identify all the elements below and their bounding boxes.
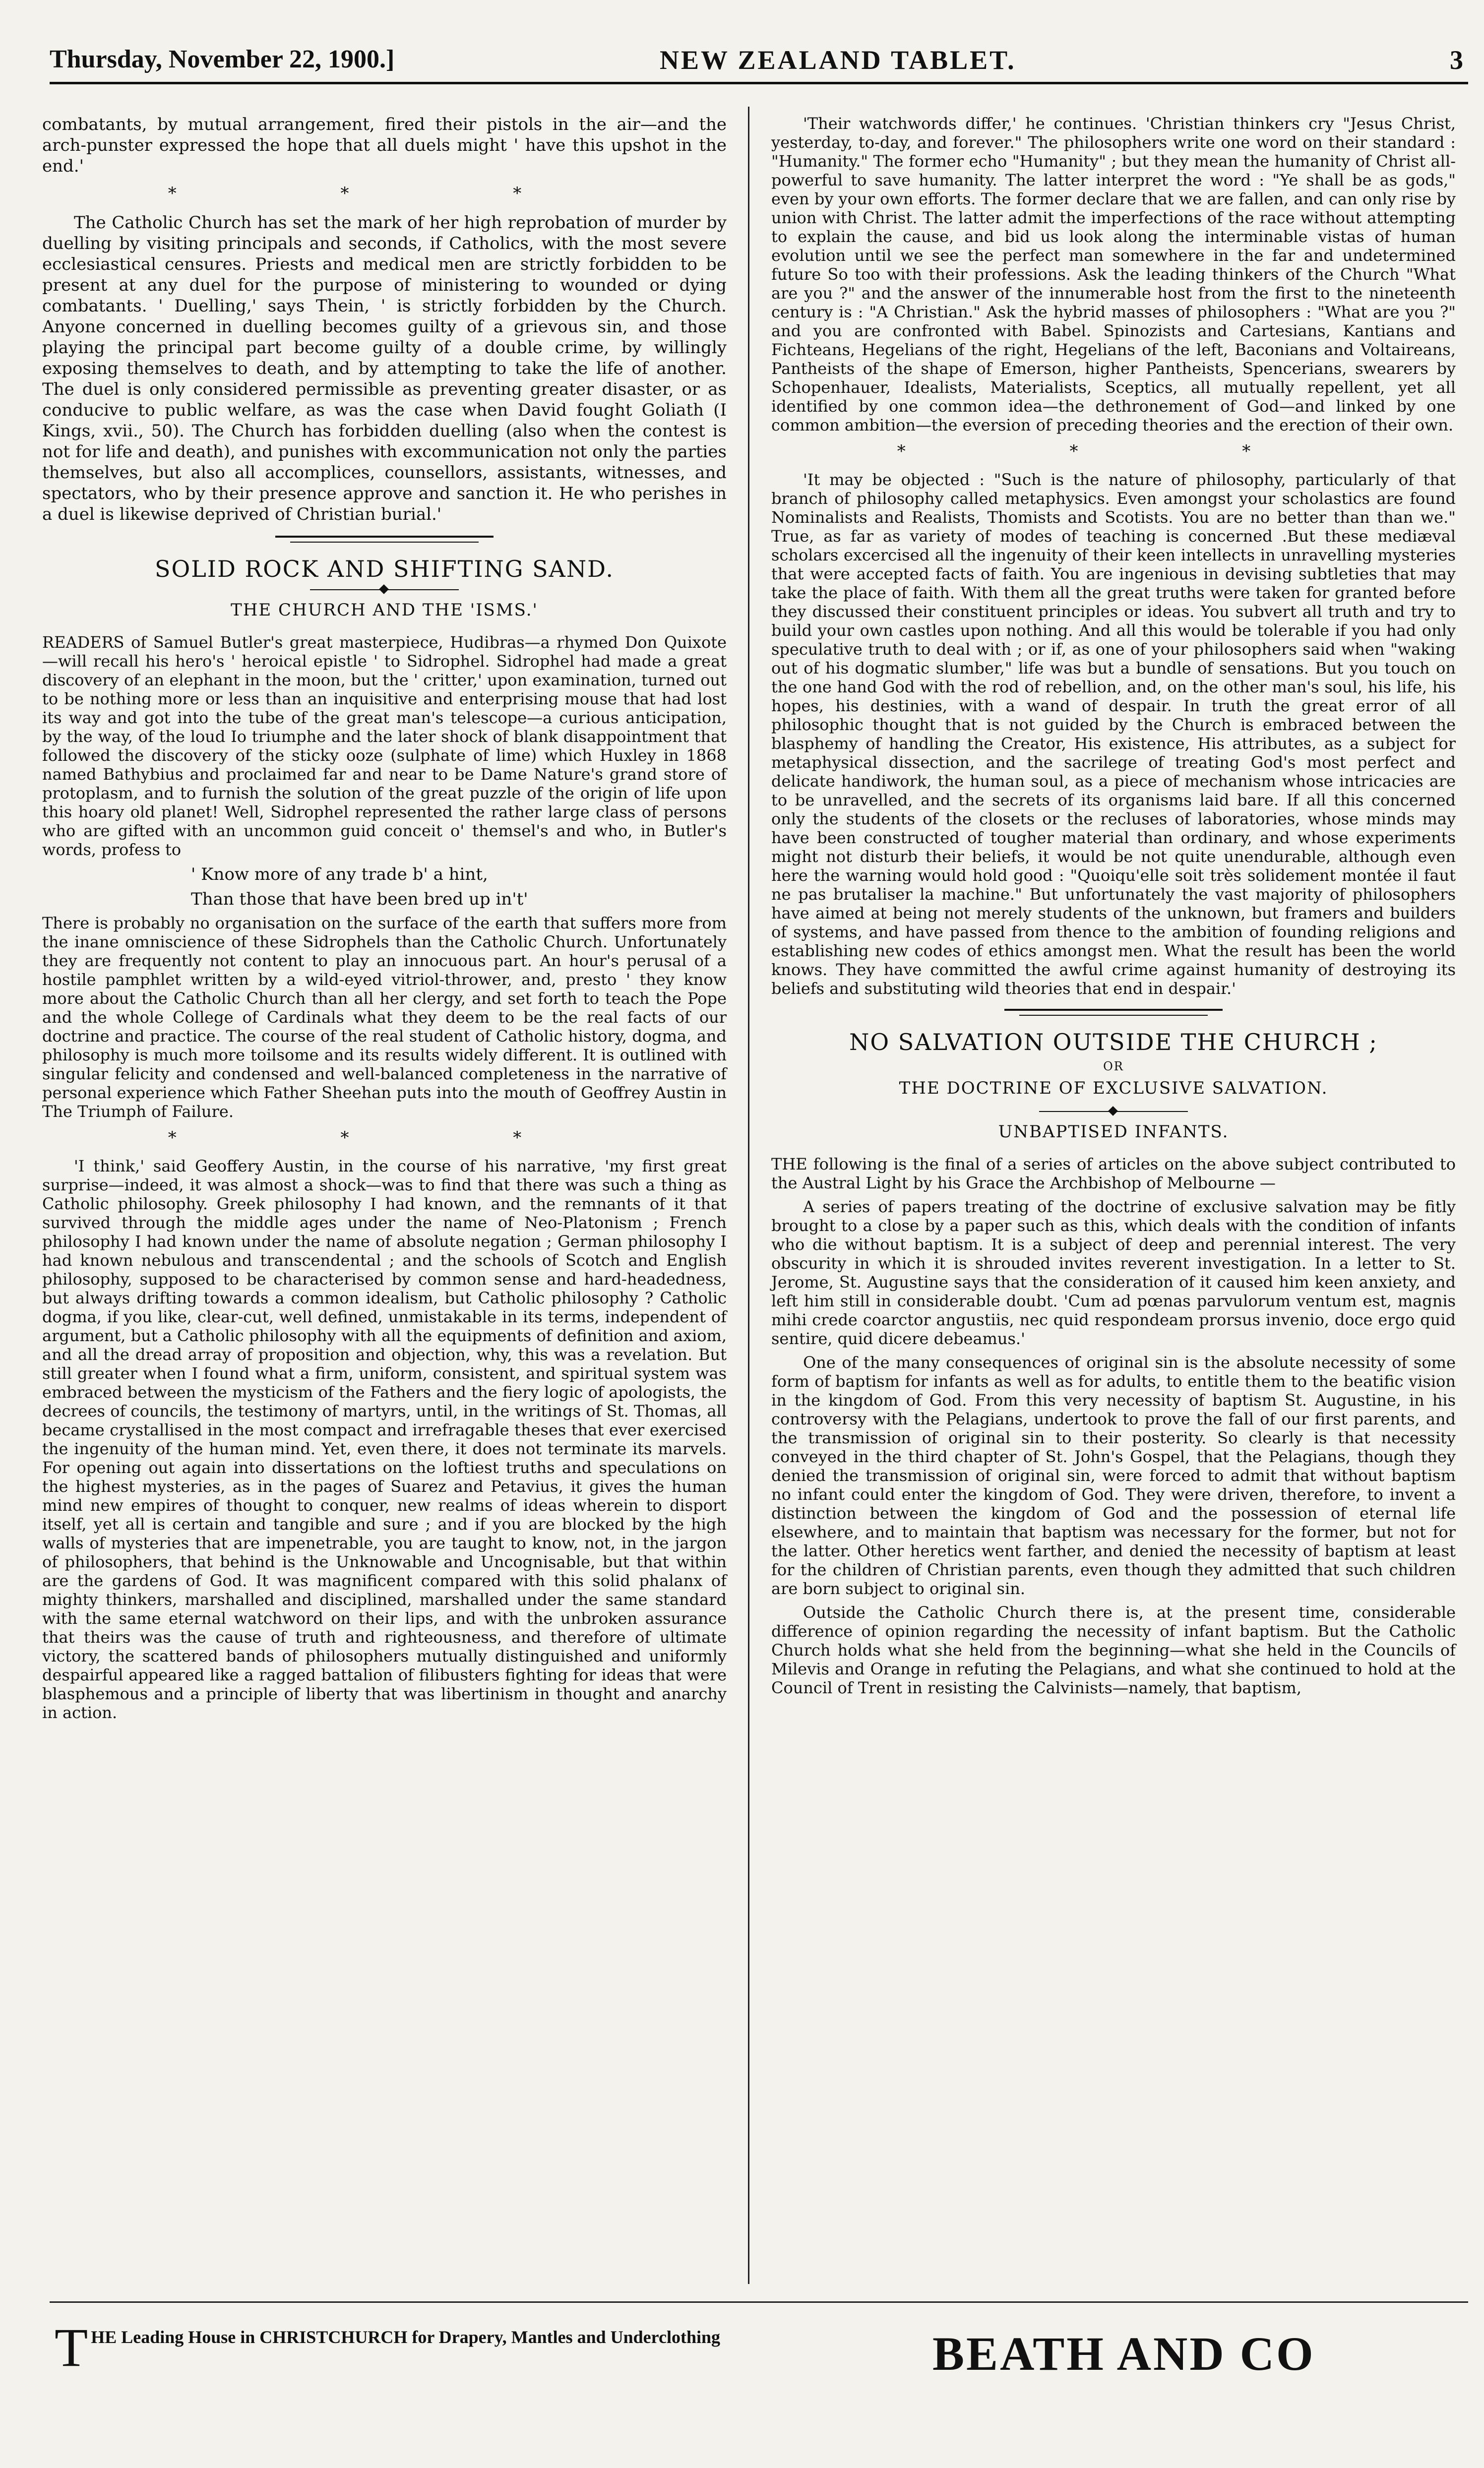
page-number: 3 [1450,45,1463,75]
quote-line-2: Than those that have been bred up in't' [191,889,528,909]
quote-line-1: ' Know more of any trade b' a hint, [191,864,488,884]
left-column [42,114,727,1727]
duel-paragraph-end: combatants, by mutual arrangement, fired their pistols in the air—and the arch-punster expressed the hope that all duels might ' have this upshot in the end.' [42,115,727,176]
section-stars: * * * [897,441,1330,461]
objection-paragraph: 'It may be objected : "Such is the nature of philosophy, particularly of that branch of philosophy called metaphysics. Even amongst your scholastics are found Nominalists and Realists, Thomists and Scotists. You are no better than than we." True, as far as variety of modes of teaching is concerned .But these mediæval scholars excercised all the ingenuity of their keen intellects in unravelling mysteries that were accepted facts of faith. You are ingenious in devising subtleties that may take the place of faith. With them all the great truths were taken for granted before they discussed their constituent principles or ideas. You subvert all truth and try to build your own castles upon nothing. And all this would be tolerable if you had only speculative truth to deal with ; or if, as one of your philosophers said when "waking out of his dogmatic slumber," life was but a bundle of sensations. But you touch on the one hand God with the rod of rebellion, and, on the other man's soul, his life, his hopes, his destinies, with a wand of despair. In truth the great error of all philosophic thought that is not guided by the Church is embraced between the blasphemy of handling the Creator, His existence, His attributes, as a subject for metaphysical dissection, and the sacrilege of treating God's most perfect and delicate handiwork, the human soul, as a piece of mechanism whose intricacies are to be unravelled, and the secrets of its organisms laid bare. If all this concerned only the students of the closets or the recluses of laboratories, whose minds may have been constructed of tougher material than ordinary, and whose experiments might not disturb their beliefs, it would be not quite unendurable, although even here the warning would hold good : "Quoiqu'elle soit très solidement montée il faut ne pas brutaliser la machine." But unfortunately the vast majority of philosophers have aimed at being not merely students of the unknown, but framers and builders of systems, and have passed from thence to the ambition of founding religions and establishing new codes of ethics amongst men. What the result has been the world knows. They have committed the awful crime against humanity of destroying its beliefs and substituting wild theories that end in despair.' [771,470,1456,998]
heading-or: OR [1103,1059,1124,1073]
footer-rule [50,2301,1468,2303]
intro-paragraph: THE following is the final of a series of articles on the above subject contributed to the Austral Light by his Grace the Archbishop of Melbourne — [771,1155,1456,1192]
article-subheading-doctrine: THE DOCTRINE OF EXCLUSIVE SALVATION. [899,1078,1328,1098]
heading-rule [1004,1009,1223,1011]
original-sin-paragraph: One of the many consequences of original sin is the absolute necessity of some form of baptism for infants as well as for adults, to entitle them to the beatific vision in the kingdom of God. From this very necessity of baptism St. Augustine, in his controversy with the Pelagians, undertook to prove the fall of our first parents, and the transmission of original sin to their posterity. So clearly is that necessity conveyed in the third chapter of St. John's Gospel, that the Pelagians, though they denied the transmission of original sin, were forced to admit that without baptism no infant could enter the kingdom of God. They were driven, therefore, to invent a distinction between the kingdom of God and the possession of eternal life elsewhere, and to maintain that baptism was necessary for the former, but not for the latter. Other heretics went farther, and denied the necessity of baptism at least for the children of Christian parents, even though they admitted that such children are born subject to original sin. [771,1353,1456,1598]
catholic-church-duelling-paragraph: The Catholic Church has set the mark of her high reprobation of murder by duelling by visiting principals and seconds, if Catholics, with the most severe ecclesiastical censures. Priests and medical men are strictly forbidden to be present at any duel for the purpose of ministering to wounded or dying combatants. ' Duelling,' says Thein, ' is strictly forbidden by the Church. Anyone concerned in duelling becomes guilty of a grievous sin, and those playing the principal part become guilty of a double crime, by willingly exposing themselves to death, and by attempting to take the life of another. The duel is only considered permissible as preventing greater disaster, or as conducive to public welfare, as was the case when David fought Goliath (I Kings, xvii., 50). The Church has forbidden duelling (also when the contest is not for life and death), and punishes with excommunication not only the parties themselves, but also all accomplices, counsellors, assistants, witnesses, and spectators, who by their presence approve and sanction it. He who perishes in a duel is likewise deprived of Christian burial.' [42,213,727,524]
geoffrey-austin-paragraph: 'I think,' said Geoffery Austin, in the course of his narrative, 'my first great surprise—indeed, it was almost a shock—was to find that there was such a thing as Catholic philosophy. Greek philosophy I had known, and the remnants of it that survived through the middle ages under the name of Neo-Platonism ; French philosophy I had known under the name of absolute negation ; German philosophy I had known nebulous and transcendental ; and the schools of Scotch and English philosophy, supposed to be characterised by common sense and hard-headedness, but always drifting towards a common idealism, but Catholic philosophy ? Catholic dogma, if you like, clear-cut, well defined, unmistakable in its terms, independent of argument, but a Catholic philosophy with all the equipments of definition and axiom, and all the dread array of proposition and objection, why, this was a revelation. But still greater when I found what a firm, uniform, consistent, and spiritual system was embraced between the mysticism of the Fathers and the fiery logic of apologists, the decrees of councils, the testimony of martyrs, until, in the writings of St. Thomas, all became crystallised in the most compact and irrefragable theses that ever exercised the ingenuity of the human mind. Yet, even there, it does not terminate its marvels. For opening out again into dissertations on the loftiest truths and speculations on the highest mysteries, as in the pages of Suarez and Petavius, it gives the human mind new empires of thought to conquer, new realms of ideas wherein to disport itself, yet all is certain and tangible and sure ; and if you are blocked by the high walls of mysteries that are impenetrable, you are taught to know, not, in the jargon of philosophers, that behind is the Unknowable and Uncognisable, but that within are the gardens of God. It was magnificent compared with this solid phalanx of mighty thinkers, marshalled and disciplined, marshalled under the same standard with the same eternal watchword on their lips, and with the unbroken assurance that theirs was the cause of truth and righteousness, and therefore of ultimate victory, the scattered bands of philosophers mutually distinguished and uniformly despairful appeared like a ragged battalion of filibusters fighting for ideas that were blasphemous and a principle of liberty that was libertinism in thought and anarchy in action. [42,1157,727,1722]
article-heading-solid-rock: SOLID ROCK AND SHIFTING SAND. [155,555,614,582]
watchwords-paragraph: 'Their watchwords differ,' he continues. 'Christian thinkers cry "Jesus Christ, yesterday, to-day, and forever." The philosophers write one word on their standard : "Humanity." The former echo "Humanity" ; but they mean the humanity of Christ all-powerful to save humanity. The latter interpret the word : "Ye shall be as gods," even by your own efforts. The former declare that we are fallen, and can only rise by union with Christ. The latter admit the imperfections of the race without attempting to explain the cause, and bid us look along the interminable vistas of human evolution until we see the perfect man somewhere in the far and undetermined future So too with their professions. Ask the leading thinkers of the Church "What are you ?" and the answer of the innumerable host from the first to the nineteenth century is : "A Christian." Ask the hybrid masses of philosophers : "What are you ?" and you are confronted with Babel. Spinozists and Cartesians, Kantians and Fichteans, Hegelians of the right, Hegelians of the left, Baconians and Voltaireans, Pantheists of the shape of Emerson, higher Pantheists, Spencerians, swearers by Schopenhauer, Idealists, Materialists, Sceptics, all mutually repellent, yet all identified by one common idea—the dethronement of God—and linked by one common ambition—the eversion of preceding theories and the erection of their own. [771,114,1456,434]
diamond-divider [1039,1111,1188,1112]
article-subheading-isms: THE CHURCH AND THE 'ISMS.' [231,600,538,620]
column-divider [748,107,749,2284]
series-paragraph: A series of papers treating of the doctrine of exclusive salvation may be fitly brought to a close by a paper such as this, which deals with the condition of infants who die without baptism. It is a subject of deep and perennial interest. The very obscurity in which it is shrouded invites reverent investigation. In a letter to St. Jerome, St. Augustine says that the consideration of it caused him keen anxiety, and left him still in considerable doubt. 'Cum ad pœnas parvulorum ventum est, magnis mihi crede coarctor angustiis, nec quid respondeam prorsus invenio, doce ergo quid sentire, quid dicere debeamus.' [771,1197,1456,1348]
section-stars: * * * [168,184,601,203]
advertiser-name: BEATH AND CO [932,2327,1315,2380]
article-subsubheading-unbaptised: UNBAPTISED INFANTS. [998,1122,1229,1142]
diamond-divider [310,589,459,590]
issue-date: Thursday, November 22, 1900.] [50,45,395,73]
newspaper-title: NEW ZEALAND TABLET. [660,45,1016,75]
sidrophels-paragraph: There is probably no organisation on the surface of the earth that suffers more from the inane omniscience of these Sidrophels than the Catholic Church. Unfortunately they are frequently not content to play an innocuous part. An hour's perusal of a hostile pamphlet written by a wild-eyed vitriol-thrower, and, presto ' they know more about the Catholic Church than all her clergy, and set forth to teach the Pope and the whole College of Cardinals what they deem to be the real facts of our doctrine and practice. The course of the real student of Catholic history, dogma, and philosophy is much more toilsome and its results widely different. It is outlined with singular felicity and condensed and well-balanced completeness in the narrative of personal experience which Father Sheehan puts into the mouth of Geoffrey Austin in The Triumph of Failure. [42,914,727,1121]
readers-paragraph: READERS of Samuel Butler's great masterpiece, Hudibras—a rhymed Don Quixote—will recall his hero's ' heroical epistle ' to Sidrophel. Sidrophel had made a great discovery of an elephant in the moon, but the ' critter,' upon examination, turned out to be nothing more or less than an inquisitive and enterprising mouse that had lost its way and got into the tube of the great man's telescope—a curious anticipation, by the way, of the loud Io triumphe and the later shock of blank disappointment that followed the discovery of the sticky ooze (sulphate of lime) which Huxley in 1868 named Bathybius and proclaimed far and near to be Dame Nature's grand store of protoplasm, and to furnish the solution of the great puzzle of the origin of life upon this hoary old planet! Well, Sidrophel represented the rather large class of persons who are gifted with an uncommon guid conceit o' themsel's and who, in Butler's words, profess to [42,633,727,859]
section-stars: * * * [168,1128,601,1148]
article-heading-no-salvation: NO SALVATION OUTSIDE THE CHURCH ; [849,1029,1378,1055]
masthead-rule [50,82,1468,84]
outside-church-paragraph: Outside the Catholic Church there is, at the present time, considerable difference of opinion regarding the necessity of infant baptism. But the Catholic Church holds what she held from the beginning—what she held in the Councils of Milevis and Orange in refuting the Pelagians, and what she continued to hold at the Council of Trent in resisting the Calvinists—namely, that baptism, [771,1603,1456,1697]
masthead [50,45,1478,79]
drop-cap: T [55,2317,88,2378]
advertisement-body: HE Leading House in CHRISTCHURCH for Drapery, Mantles and Underclothing [91,2327,720,2347]
heading-rule [275,536,494,538]
heading-rule-thin [290,542,479,543]
advertisement-text [55,2317,898,2378]
right-column [771,114,1456,1702]
heading-rule-thin [1019,1015,1208,1016]
